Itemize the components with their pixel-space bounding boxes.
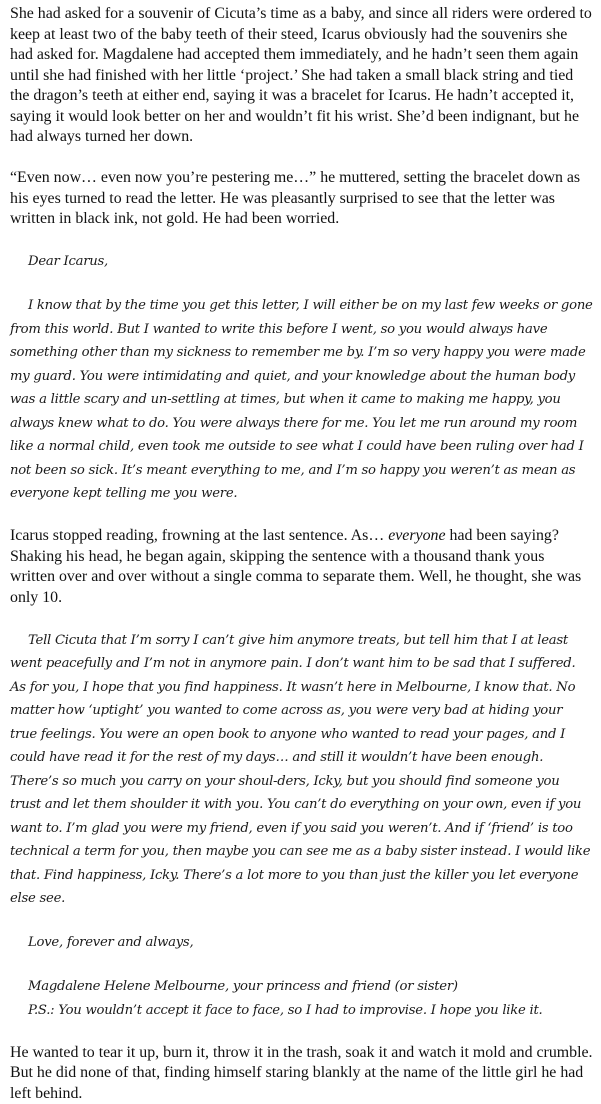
letter-closing: Love, forever and always, [10,931,593,955]
paragraph-spacer [10,1022,593,1043]
narrative-paragraph-stopped-reading [10,526,593,608]
paragraph-spacer [10,506,593,527]
paragraph-spacer [10,955,593,976]
paragraph-spacer [10,911,593,932]
emphasized-word: everyone [388,527,445,544]
letter-postscript: P.S.: You wouldn’t accept it face to face, so I had to improvise. I hope you like it. [10,999,593,1023]
narrative-paragraph-souvenir: She had asked for a souvenir of Cicuta’s time as a baby, and since all riders were ordered to keep at least two of the baby teeth of their steed, Icarus obviously had the souvenirs she had asked for. Magdalene had accepted them immediately, and he hadn’t seen them again until she had finished with her little ‘project.’ She had taken a small black string and tied the dragon’s teeth at either end, saying it was a bracelet for Icarus. He hadn’t accepted it, saying it would look better on her and wouldn’t fit his wrist. She’d been indignant, but he had always turned her down. [10,4,593,148]
paragraph-spacer [10,274,593,295]
letter-signature: Magdalene Helene Melbourne, your princess and friend (or sister) [10,975,593,999]
letter-greeting: Dear Icarus, [10,250,593,274]
paragraph-spacer [10,608,593,629]
narrative-paragraph-ending: He wanted to tear it up, burn it, throw it in the trash, soak it and watch it mold and crumble. But he did none of that, finding himself staring blankly at the name of the little girl he had left behind. [10,1043,593,1104]
narrative-text: had been saying? Shaking his head, he began again, skipping the sentence with a thousand thank yous written over and over without a single comma to separate them. Well, he thought, she was only 10. [10,527,581,606]
book-page [10,4,593,1104]
paragraph-spacer [10,230,593,251]
paragraph-spacer [10,148,593,169]
narrative-paragraph-pestering: “Even now… even now you’re pestering me…” he muttered, setting the bracelet down as his eyes turned to read the letter. He was pleasantly surprised to see that the letter was written in black ink, not gold. He had been worried. [10,168,593,230]
letter-paragraph-first: I know that by the time you get this letter, I will either be on my last few weeks or gone from this world. But I wanted to write this before I went, so you would always have something other than my sickness to remember me by. I’m so very happy you were made my guard. You were intimidating and quiet, and your knowledge about the human body was a little scary and un-settling at times, but when it came to making me happy, you always knew what to do. You were always there for me. You let me run around my room like a normal child, even took me outside to see what I could have been ruling over had I not been so sick. It’s meant everything to me, and I’m so happy you weren’t as mean as everyone kept telling me you were. [10,294,593,506]
letter-paragraph-second: Tell Cicuta that I’m sorry I can’t give him anymore treats, but tell him that I at least went peacefully and I’m not in anymore pain. I don’t want him to be sad that I suffered. As for you, I hope that you find happiness. It wasn’t here in Melbourne, I know that. No matter how ‘uptight’ you wanted to come across as, you were very bad at hiding your true feelings. You were an open book to anyone who wanted to read your pages, and I could have read it for the rest of my days… and still it wouldn’t have been enough. There’s so much you carry on your shoul-ders, Icky, but you should find someone you trust and let them shoulder it with you. You can’t do everything on your own, even if you want to. I’m glad you were my friend, even if you said you weren’t. And if ‘friend’ is too technical a term for you, then maybe you can see me as a baby sister instead. I would like that. Find happiness, Icky. There’s a lot more to you than just the killer you let everyone else see. [10,629,593,911]
narrative-text: Icarus stopped reading, frowning at the last sentence. As… [10,527,388,544]
